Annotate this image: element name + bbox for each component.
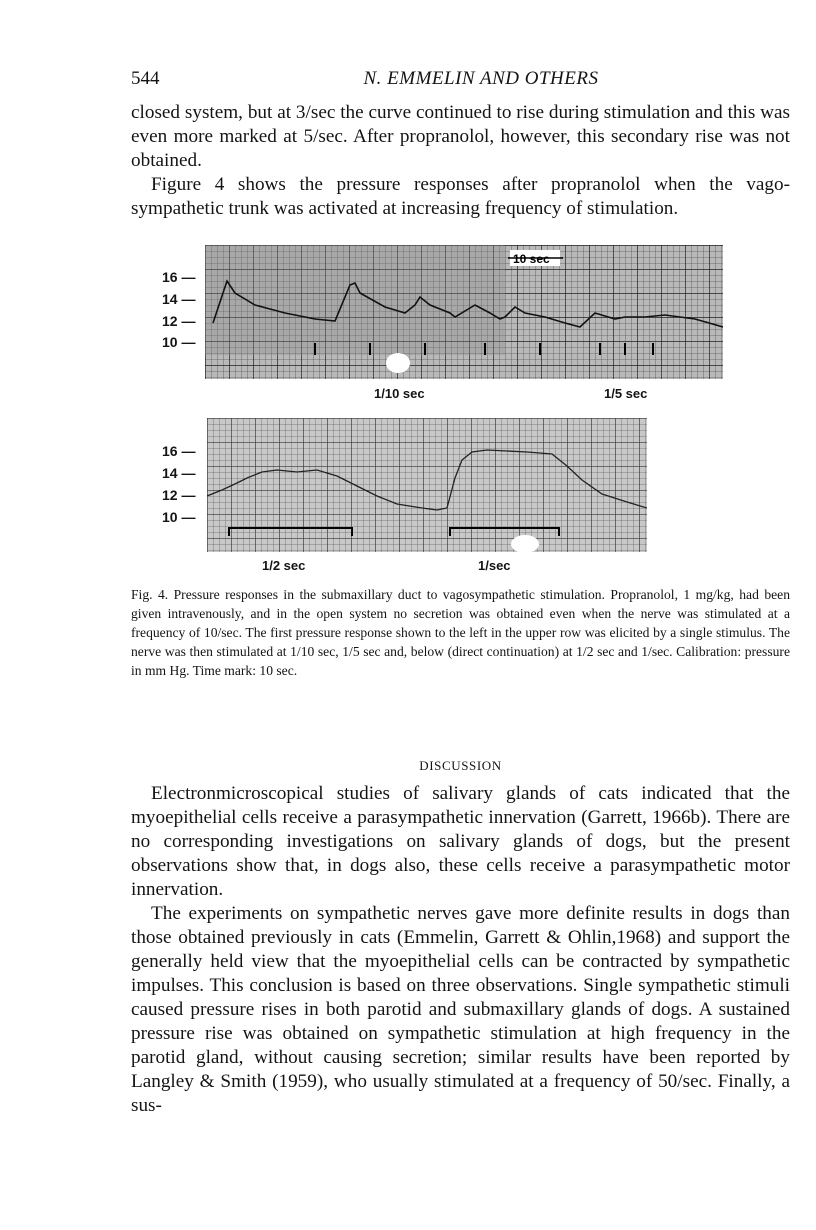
discussion-text: [131, 782, 790, 1118]
upper-label-1-10-sec: 1/10 sec: [374, 386, 425, 401]
figure-caption: [131, 585, 790, 680]
lower-ytick-16: 16 —: [162, 443, 196, 459]
upper-ytick-14: 14 —: [162, 291, 196, 307]
discussion-paragraph-1: Electronmicroscopical studies of salivary glands of cats indicated that the myoepithelial cells receive a parasympathetic innervation (Garrett, 1966b). There are no corresponding investigations on salivary glands of dogs, but the present observations show that, in dogs also, these cells receive a parasympathetic motor innervation.: [131, 783, 790, 900]
upper-ytick-12: 12 —: [162, 313, 196, 329]
section-heading: DISCUSSION: [419, 758, 502, 773]
intro-paragraph-2: Figure 4 shows the pressure responses after propranolol when the vago-sympathetic trunk was activated at increasing frequency of stimulation.: [131, 174, 790, 219]
upper-ytick-16: 16 —: [162, 269, 196, 285]
running-head: [131, 68, 791, 94]
intro-text: [131, 101, 790, 221]
page-number: 544: [131, 68, 160, 89]
lower-ytick-12: 12 —: [162, 487, 196, 503]
lower-label-1-2-sec: 1/2 sec: [262, 558, 306, 573]
upper-pressure-trace: [205, 245, 723, 379]
lower-ytick-14: 14 —: [162, 465, 196, 481]
upper-trace-svg: [205, 245, 723, 379]
upper-ytick-10: 10 —: [162, 334, 196, 350]
discussion-paragraph-2: The experiments on sympathetic nerves gave more definite results in dogs than those obtained previously in cats (Emmelin, Garrett & Ohlin,1968) and support the generally held view that the myoepithelial cells can be contracted by sympathetic impulses. This conclusion is based on three observations. Single sympathetic stimuli caused pressure rises in both parotid and submaxillary glands of dogs. A sustained pressure rise was obtained on sympathetic stimulation at high frequency in the parotid gland, without causing secretion; similar results have been reported by Langley & Smith (1959), who usually stimulated at a frequency of 50/sec. Finally, a sus-: [131, 903, 790, 1116]
lower-pressure-trace: [207, 418, 647, 552]
lower-label-1-sec: 1/sec: [478, 558, 511, 573]
lower-trace-svg: [207, 418, 647, 552]
time-mark-label: 10 sec: [513, 252, 550, 266]
upper-label-1-5-sec: 1/5 sec: [604, 386, 648, 401]
running-title: N. EMMELIN AND OTHERS: [363, 68, 599, 89]
lower-ytick-10: 10 —: [162, 509, 196, 525]
intro-paragraph-1: closed system, but at 3/sec the curve continued to rise during stimulation and this was even more marked at 5/sec. After propranolol, however, this secondary rise was not obtained.: [131, 102, 790, 171]
figure-caption-text: Fig. 4. Pressure responses in the submaxillary duct to vagosympathetic stimulation. Propranolol, 1 mg/kg, had been given intravenously, and in the open system no secretion was obtained even when the nerve was stimulated at a frequency of 10/sec. The first pressure response shown to the left in the upper row was elicited by a single stimulus. The nerve was then stimulated at 1/10 sec, 1/5 sec and, below (direct continuation) at 1/2 sec and 1/sec. Calibration: pressure in mm Hg. Time mark: 10 sec.: [131, 587, 790, 678]
